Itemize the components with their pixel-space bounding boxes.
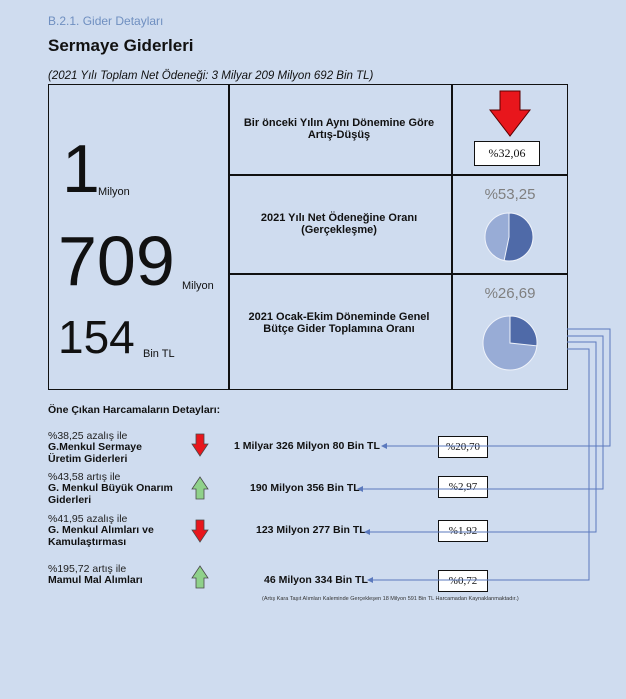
total-part-3: 154 [58, 311, 135, 363]
total-part-2: 709 [58, 222, 175, 300]
footnote: (Artış Kara Taşıt Alımları Kaleminde Gerçekleşen 18 Milyon 591 Bin TL Harcamadan Kaynaklanmaktadır.) [262, 596, 519, 602]
item-amount: 46 Milyon 334 Bin TL [264, 574, 368, 586]
total-part-2-unit: Milyon [182, 280, 214, 292]
item-share-box: %2,97 [438, 476, 488, 498]
metric-label: 2021 Ocak-Ekim Döneminde Genel Bütçe Gider Toplamına Oranı [248, 311, 430, 335]
item-share-box: %0,72 [438, 570, 488, 592]
item-change: %195,72 artış ile [48, 563, 127, 575]
item-name: G. Menkul Büyük Onarım Giderleri [48, 482, 173, 506]
item-amount: 123 Milyon 277 Bin TL [256, 524, 366, 536]
item-change: %38,25 azalış ile [48, 430, 128, 442]
total-part-1-unit: Milyon [98, 186, 130, 198]
item-amount: 190 Milyon 356 Bin TL [250, 482, 360, 494]
total-part-1: 1 [62, 131, 100, 207]
item-amount: 1 Milyar 326 Milyon 80 Bin TL [234, 440, 380, 452]
item-name: G. Menkul Alımları ve Kamulaştırması [48, 524, 154, 548]
item-change: %43,58 artış ile [48, 471, 121, 483]
metric-percent: %26,69 [484, 285, 536, 302]
subtitle: (2021 Yılı Toplam Net Ödeneği: 3 Milyar 209 Milyon 692 Bin TL) [48, 70, 374, 82]
item-name: Mamul Mal Alımları [48, 574, 143, 586]
total-part-3-unit: Bin TL [143, 348, 175, 360]
item-share-box: %1,92 [438, 520, 488, 542]
highlights-title: Öne Çıkan Harcamaların Detayları: [48, 404, 221, 416]
metric-label: 2021 Yılı Net Ödeneğine Oranı (Gerçekleşme) [260, 212, 418, 236]
metric-value-box: %32,06 [474, 141, 540, 166]
section-number: B.2.1. Gider Detayları [48, 14, 164, 28]
page-title: Sermaye Giderleri [48, 36, 194, 55]
metric-label: Bir önceki Yılın Aynı Dönemine Göre Artış-Düşüş [243, 117, 435, 141]
item-name: G.Menkul Sermaye Üretim Giderleri [48, 441, 142, 465]
item-share-box: %20,70 [438, 436, 488, 458]
metric-percent: %53,25 [484, 186, 536, 203]
item-change: %41,95 azalış ile [48, 513, 128, 525]
